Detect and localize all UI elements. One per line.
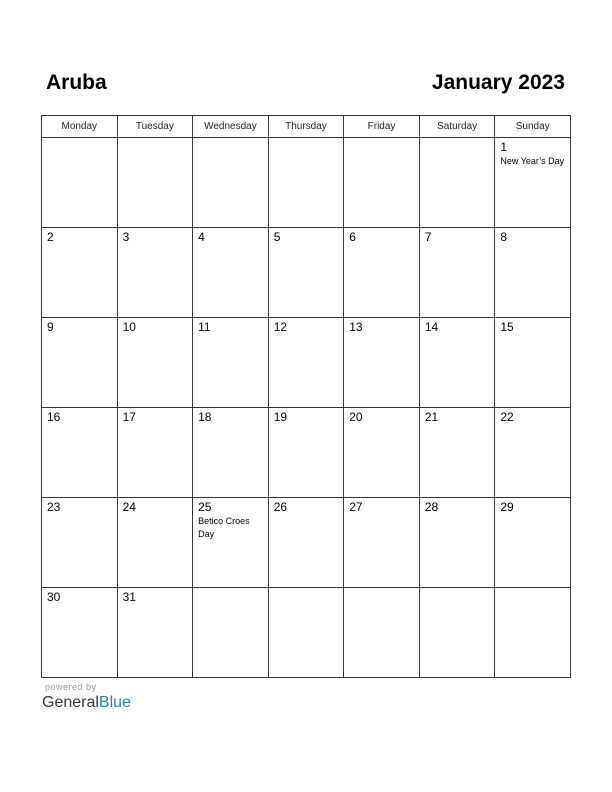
day-cell [193, 498, 269, 588]
day-number: 29 [500, 500, 514, 514]
day-number: 11 [198, 320, 211, 334]
day-number: 4 [198, 230, 205, 244]
day-cell [344, 498, 420, 588]
day-cell [42, 138, 118, 228]
day-cell [344, 318, 420, 408]
day-number: 31 [122, 590, 136, 604]
day-number: 28 [424, 500, 439, 514]
day-cell [419, 498, 495, 588]
day-cell [268, 498, 344, 588]
day-cell [495, 138, 571, 228]
brand-general: General [42, 694, 99, 711]
day-number: 20 [349, 410, 363, 424]
generalblue-logo [42, 694, 131, 712]
day-cell [419, 408, 495, 498]
powered-by-text: powered by [45, 682, 97, 692]
day-number: 9 [47, 320, 54, 334]
day-cell [495, 588, 571, 678]
day-cell [495, 318, 571, 408]
day-cell [495, 228, 571, 318]
weekday-header: Wednesday [193, 116, 269, 138]
week-row [42, 588, 571, 678]
holiday-label: New Year’s Day [500, 156, 565, 166]
day-number: 12 [273, 320, 288, 334]
day-cell [344, 228, 420, 318]
weekday-header: Thursday [268, 116, 344, 138]
day-cell [495, 408, 571, 498]
day-number: 15 [500, 320, 514, 334]
day-cell [268, 588, 344, 678]
week-row [42, 138, 571, 228]
weekday-header: Friday [344, 116, 420, 138]
day-cell [117, 228, 193, 318]
day-cell [344, 138, 420, 228]
day-number: 21 [424, 410, 439, 424]
day-number: 6 [349, 230, 356, 244]
weekday-header: Tuesday [117, 116, 193, 138]
day-number: 7 [424, 230, 432, 244]
week-row [42, 318, 571, 408]
day-cell [193, 228, 269, 318]
week-row [42, 498, 571, 588]
day-cell [268, 138, 344, 228]
day-number: 27 [349, 500, 363, 514]
day-number: 5 [273, 230, 281, 244]
day-number: 3 [122, 230, 130, 244]
day-number: 10 [122, 320, 136, 334]
weekday-header-row [42, 116, 571, 138]
month-title: January 2023 [431, 71, 565, 94]
day-cell [42, 498, 118, 588]
day-cell [419, 138, 495, 228]
day-number: 26 [273, 500, 288, 514]
day-number: 24 [122, 500, 136, 514]
day-cell [117, 588, 193, 678]
day-cell [193, 408, 269, 498]
day-cell [42, 228, 118, 318]
day-number: 1 [500, 140, 508, 154]
day-number: 17 [122, 410, 136, 424]
weekday-header: Sunday [495, 116, 571, 138]
day-cell [42, 408, 118, 498]
day-number: 8 [500, 230, 508, 244]
weekday-header: Monday [42, 116, 118, 138]
day-number: 14 [424, 320, 439, 334]
week-row [42, 408, 571, 498]
day-cell [117, 498, 193, 588]
day-cell [193, 318, 269, 408]
weekday-header: Saturday [419, 116, 495, 138]
day-cell [117, 408, 193, 498]
day-cell [193, 588, 269, 678]
country-title: Aruba [46, 71, 107, 94]
day-number: 19 [273, 410, 288, 424]
day-number: 23 [47, 500, 61, 514]
brand-blue: Blue [98, 694, 131, 711]
day-cell [344, 408, 420, 498]
day-number: 30 [47, 590, 61, 604]
day-cell [419, 318, 495, 408]
day-cell [117, 318, 193, 408]
day-cell [193, 138, 269, 228]
day-number: 2 [47, 230, 54, 244]
day-cell [419, 228, 495, 318]
day-number: 16 [47, 410, 61, 424]
day-cell [419, 588, 495, 678]
day-number: 25 [198, 500, 212, 514]
day-cell [344, 588, 420, 678]
day-number: 22 [500, 410, 514, 424]
holiday-label: Betico Croes Day [198, 516, 250, 539]
calendar-grid [41, 115, 571, 678]
week-row [42, 228, 571, 318]
day-number: 13 [349, 320, 363, 334]
day-cell [268, 318, 344, 408]
day-cell [268, 408, 344, 498]
day-cell [495, 498, 571, 588]
day-cell [268, 228, 344, 318]
day-cell [42, 588, 118, 678]
day-cell [117, 138, 193, 228]
day-number: 18 [198, 410, 212, 424]
day-cell [42, 318, 118, 408]
